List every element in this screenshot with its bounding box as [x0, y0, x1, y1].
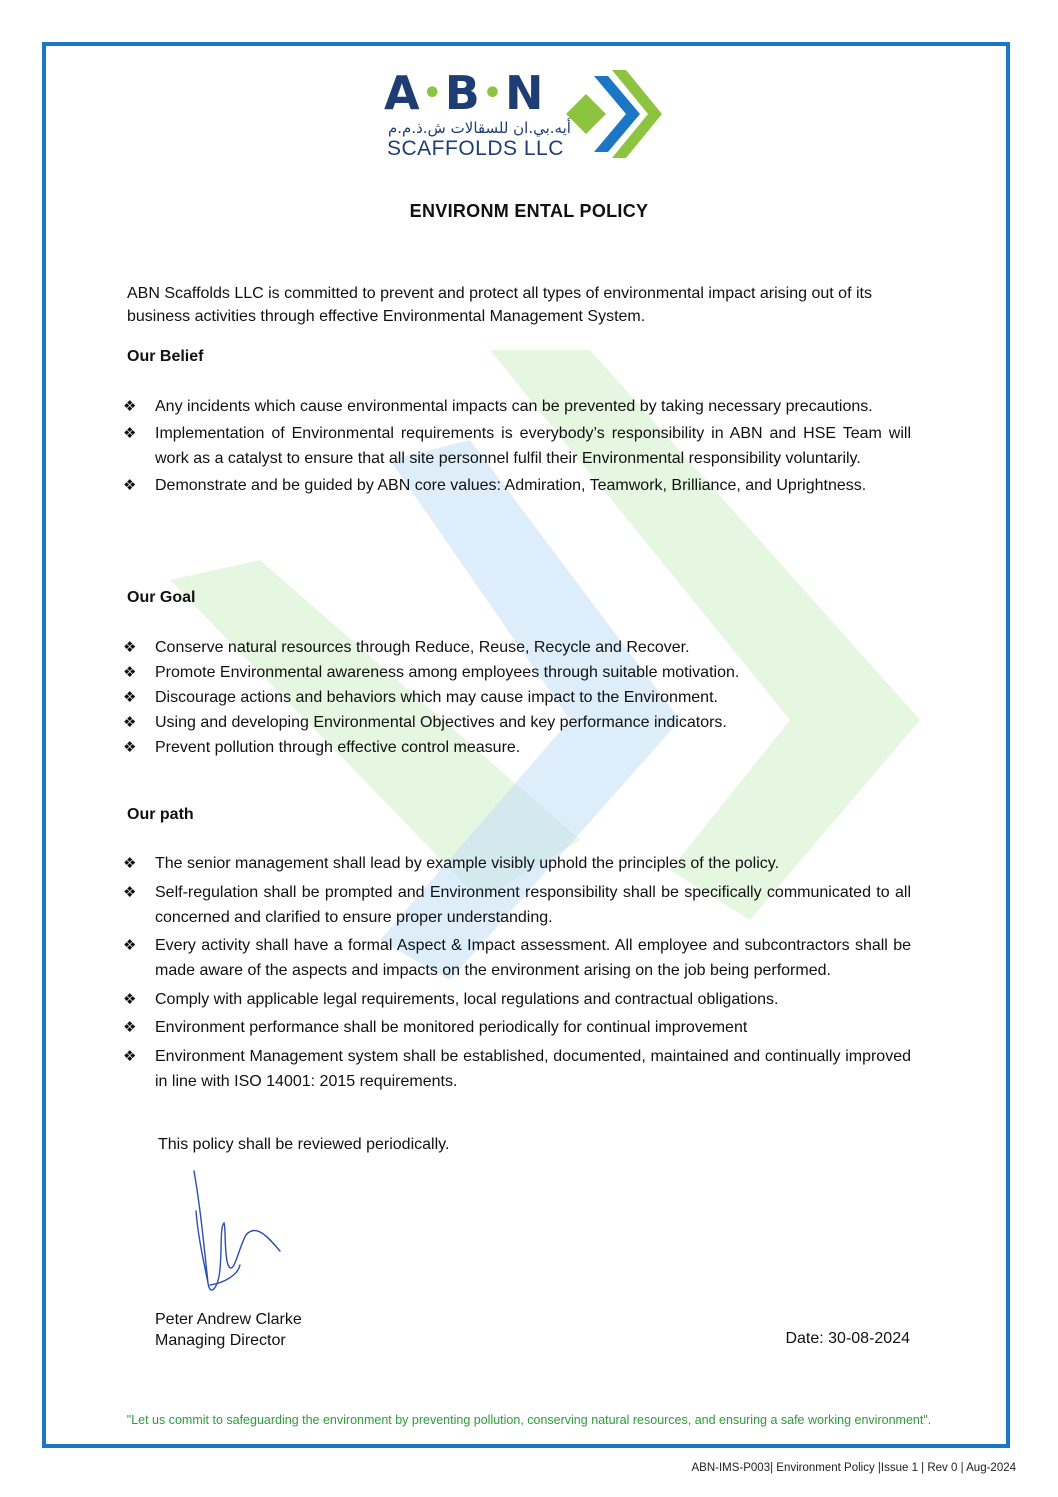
path-list — [123, 851, 911, 1094]
list-item: ❖ Any incidents which cause environmental impacts can be prevented by taking necessary precautions. — [123, 394, 911, 419]
list-item: ❖ Environment Management system shall be established, documented, maintained and continually improved in line with ISO 14001: 2015 requirements. — [123, 1044, 911, 1094]
diamond-bullet-icon: ❖ — [123, 398, 137, 415]
page-title: ENVIRONM ENTAL POLICY — [409, 201, 649, 221]
goal-list — [123, 635, 911, 760]
logo-wordmark: A•B•N — [384, 66, 546, 120]
list-item: ❖ Prevent pollution through effective control measure. — [123, 735, 911, 760]
diamond-bullet-icon: ❖ — [123, 855, 137, 872]
list-item: ❖ Self-regulation shall be prompted and Environment responsibility shall be specifically communicated to all concerned and clarified to ensure proper understanding. — [123, 880, 911, 930]
closing-statement: This policy shall be reviewed periodically. — [158, 1136, 450, 1153]
signature-image — [180, 1165, 290, 1325]
intro-paragraph: ABN Scaffolds LLC is committed to prevent and protect all types of environmental impact arising out of its business activities through effective Environmental Management System. — [127, 285, 872, 325]
signatory-name: Peter Andrew Clarke — [155, 1311, 302, 1328]
belief-heading: Our Belief — [127, 348, 204, 365]
list-item: ❖ Implementation of Environmental requirements is everybody’s responsibility in ABN and HSE Team will work as a catalyst to ensure that all site personnel fulfil their Environmental responsibility voluntarily. — [123, 421, 911, 471]
list-item: ❖ Discourage actions and behaviors which may cause impact to the Environment. — [123, 685, 911, 710]
list-item: ❖ Demonstrate and be guided by ABN core values: Admiration, Teamwork, Brilliance, and Uprightness. — [123, 473, 911, 498]
list-item: ❖ Conserve natural resources through Reduce, Reuse, Recycle and Recover. — [123, 635, 911, 660]
diamond-bullet-icon: ❖ — [123, 425, 137, 442]
diamond-bullet-icon: ❖ — [123, 739, 137, 756]
document-footer: ABN-IMS-P003| Environment Policy |Issue 1 | Rev 0 | Aug-2024 — [691, 1462, 1016, 1474]
policy-date: Date: 30-08-2024 — [785, 1330, 910, 1347]
signatory-position: Managing Director — [155, 1332, 286, 1349]
logo-subtitle: SCAFFOLDS LLC — [387, 137, 564, 160]
company-logo — [384, 66, 674, 166]
belief-list — [123, 394, 911, 498]
diamond-bullet-icon: ❖ — [123, 884, 137, 901]
diamond-bullet-icon: ❖ — [123, 689, 137, 706]
diamond-bullet-icon: ❖ — [123, 714, 137, 731]
diamond-bullet-icon: ❖ — [123, 639, 137, 656]
double-chevron-logo-icon — [564, 66, 664, 162]
diamond-bullet-icon: ❖ — [123, 1048, 137, 1065]
diamond-bullet-icon: ❖ — [123, 477, 137, 494]
list-item: ❖ Promote Environmental awareness among employees through suitable motivation. — [123, 660, 911, 685]
commitment-slogan: "Let us commit to safeguarding the environment by preventing pollution, conserving natural resources, and ensuring a safe working environment". — [126, 1413, 932, 1427]
diamond-bullet-icon: ❖ — [123, 664, 137, 681]
list-item: ❖ Environment performance shall be monitored periodically for continual improvement — [123, 1015, 911, 1040]
list-item: ❖ Every activity shall have a formal Aspect & Impact assessment. All employee and subcontractors shall be made aware of the aspects and impacts on the environment arising on the job being performed. — [123, 933, 911, 983]
signatory-block — [155, 1309, 302, 1351]
diamond-bullet-icon: ❖ — [123, 937, 137, 954]
diamond-bullet-icon: ❖ — [123, 1019, 137, 1036]
logo-arabic-text: أيه.بي.ان للسقالات ش.ذ.م.م — [388, 119, 571, 137]
list-item: ❖ Using and developing Environmental Objectives and key performance indicators. — [123, 710, 911, 735]
goal-heading: Our Goal — [127, 589, 196, 606]
diamond-bullet-icon: ❖ — [123, 991, 137, 1008]
path-heading: Our path — [127, 806, 194, 823]
list-item: ❖ The senior management shall lead by example visibly uphold the principles of the policy. — [123, 851, 911, 876]
list-item: ❖ Comply with applicable legal requirements, local regulations and contractual obligations. — [123, 987, 911, 1012]
